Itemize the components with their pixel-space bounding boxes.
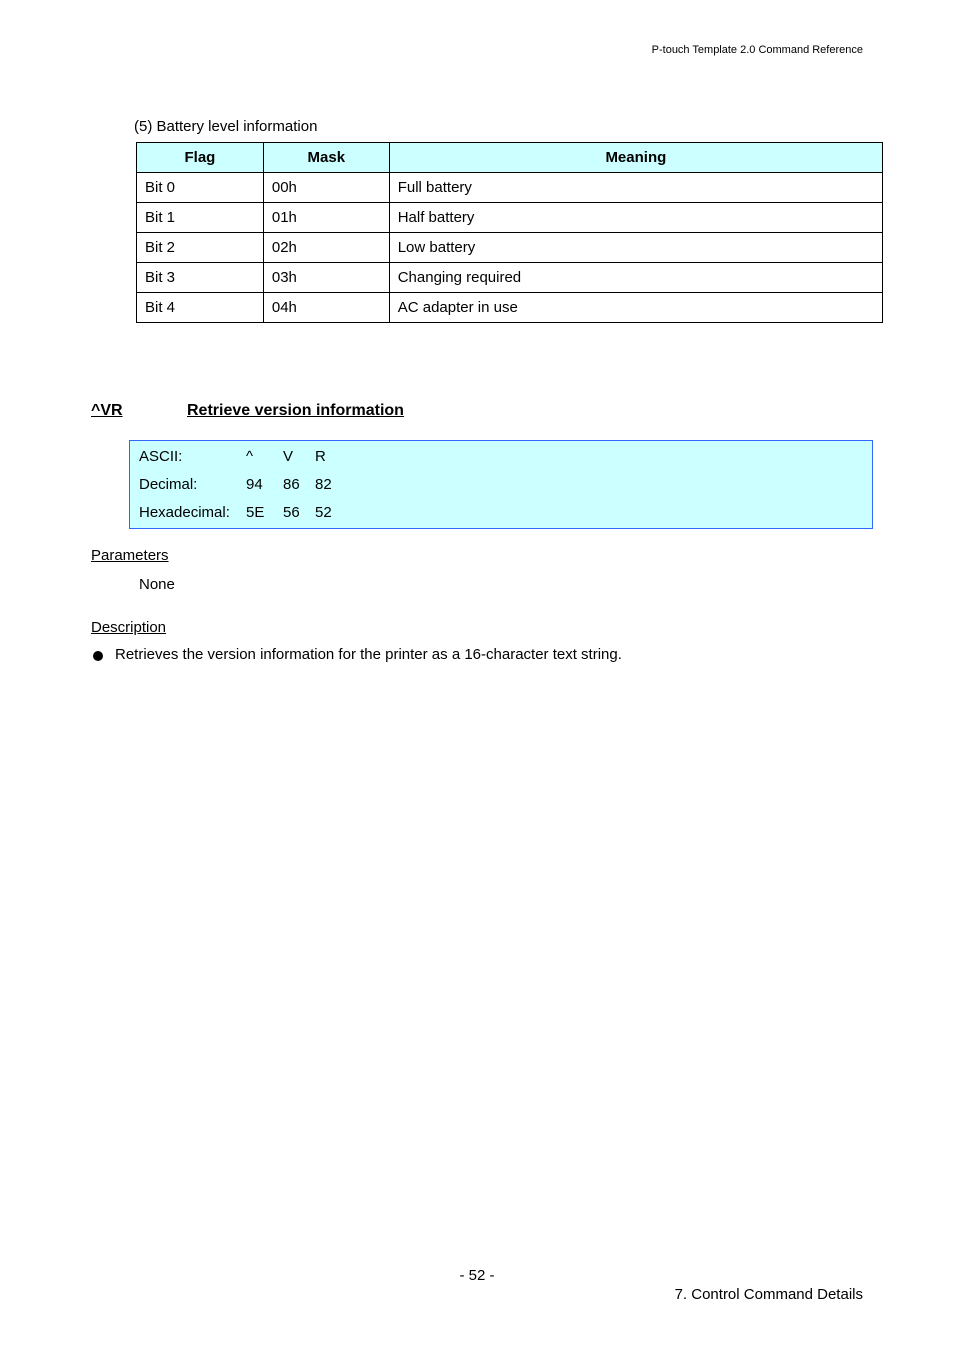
- command-code-box: [129, 440, 873, 529]
- footer-section: 7. Control Command Details: [674, 1286, 863, 1303]
- cell-flag: Bit 1: [137, 203, 264, 233]
- hex-label: Hexadecimal:: [139, 504, 230, 521]
- cell-mask: 04h: [263, 293, 389, 323]
- parameters-text: None: [139, 576, 175, 593]
- ascii-value: R: [315, 448, 326, 465]
- page-number: - 52 -: [459, 1267, 495, 1284]
- hex-value: 52: [315, 504, 332, 521]
- command-heading: [91, 402, 404, 420]
- command-title: Retrieve version information: [187, 402, 404, 419]
- page-header-title: P-touch Template 2.0 Command Reference: [651, 44, 863, 56]
- description-heading: Description: [91, 619, 167, 636]
- description-bullet: Retrieves the version information for the printer as a 16-character text string.: [115, 646, 622, 663]
- cell-meaning: AC adapter in use: [389, 293, 882, 323]
- table-row: [137, 173, 883, 203]
- column-header-mask: Mask: [263, 143, 389, 173]
- table-row: [137, 293, 883, 323]
- table-row: [137, 203, 883, 233]
- decimal-label: Decimal:: [139, 476, 198, 493]
- table-row: [137, 233, 883, 263]
- table-header-row: [137, 143, 883, 173]
- cell-meaning: Low battery: [389, 233, 882, 263]
- bullet-icon: [93, 651, 103, 661]
- decimal-value: 94: [246, 476, 263, 493]
- cell-flag: Bit 0: [137, 173, 264, 203]
- cell-meaning: Full battery: [389, 173, 882, 203]
- table-caption: (5) Battery level information: [134, 118, 318, 135]
- hex-value: 56: [283, 504, 300, 521]
- ascii-label: ASCII:: [139, 448, 183, 465]
- ascii-value: V: [283, 448, 294, 465]
- cell-mask: 01h: [263, 203, 389, 233]
- cell-meaning: Half battery: [389, 203, 882, 233]
- hex-value: 5E: [246, 504, 265, 521]
- parameters-heading: Parameters: [91, 547, 169, 564]
- cell-flag: Bit 3: [137, 263, 264, 293]
- battery-level-table: [136, 142, 883, 323]
- command-code: ^VR: [91, 402, 123, 419]
- cell-flag: Bit 4: [137, 293, 264, 323]
- cell-meaning: Changing required: [389, 263, 882, 293]
- table-row: [137, 263, 883, 293]
- cell-mask: 03h: [263, 263, 389, 293]
- column-header-flag: Flag: [137, 143, 264, 173]
- cell-mask: 00h: [263, 173, 389, 203]
- decimal-value: 82: [315, 476, 332, 493]
- cell-mask: 02h: [263, 233, 389, 263]
- column-header-meaning: Meaning: [389, 143, 882, 173]
- cell-flag: Bit 2: [137, 233, 264, 263]
- ascii-value: ^: [246, 448, 254, 465]
- decimal-value: 86: [283, 476, 300, 493]
